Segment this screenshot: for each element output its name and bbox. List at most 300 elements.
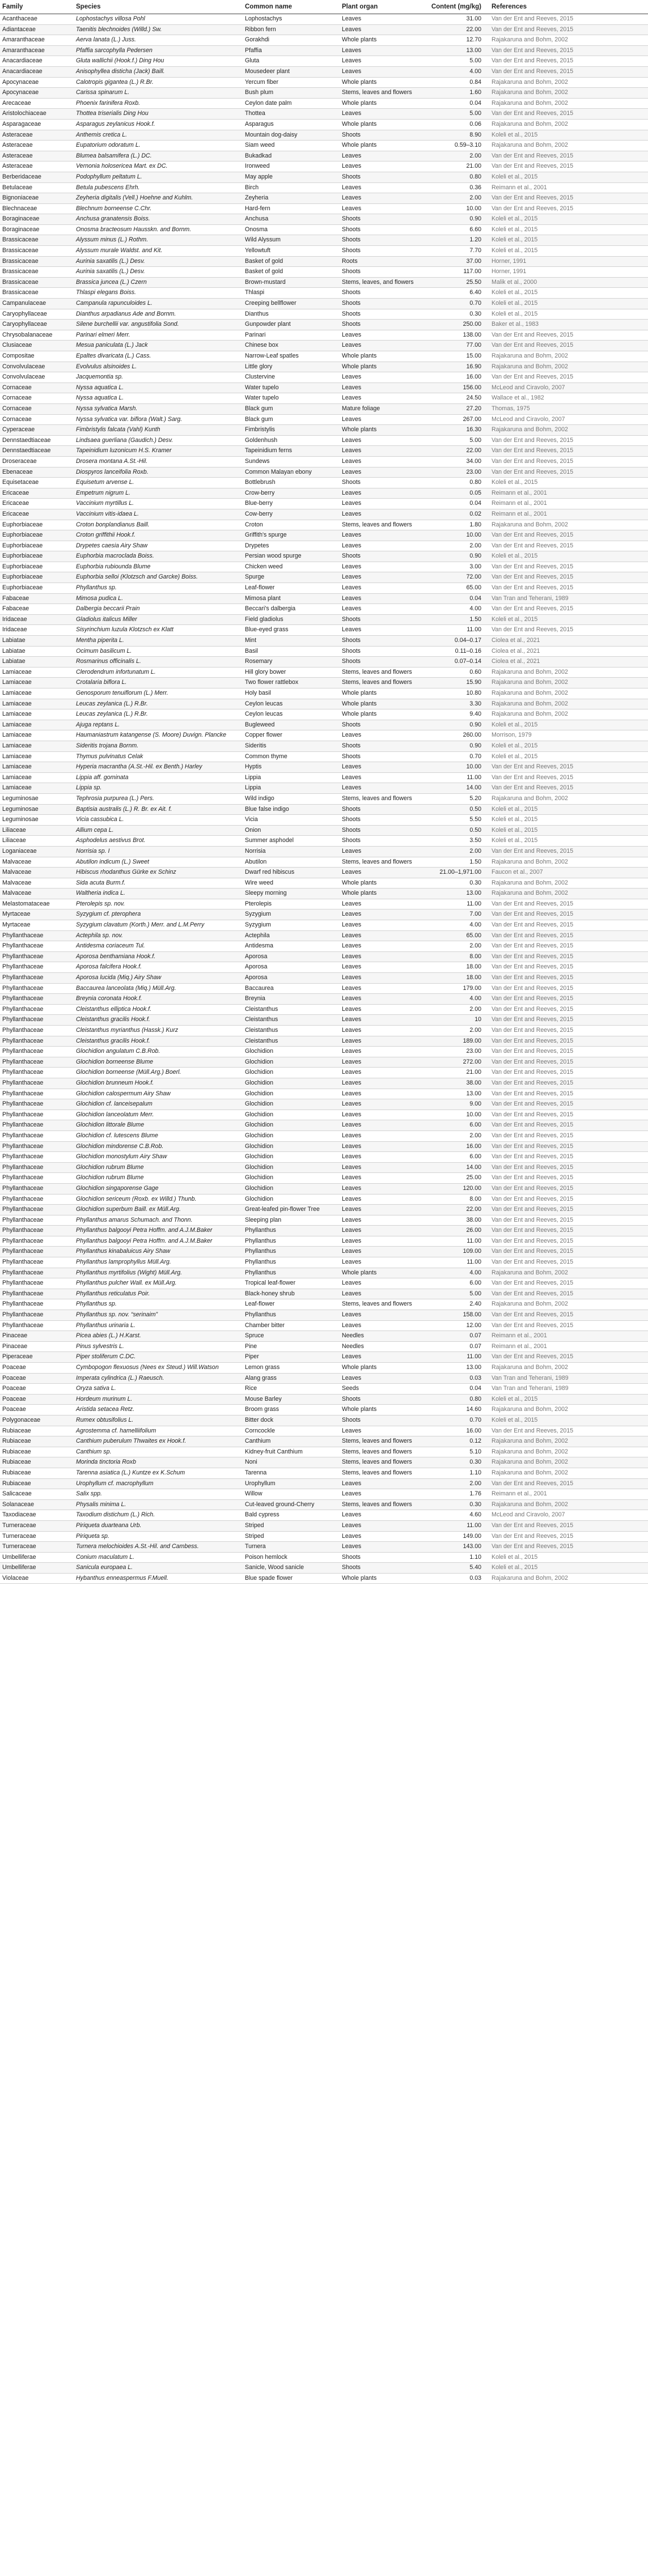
cell-reference: McLeod and Ciravolo, 2007 xyxy=(489,414,648,425)
cell-family: Salicaceae xyxy=(0,1489,74,1500)
cell-family: Lamiaceae xyxy=(0,762,74,773)
cell-content: 5.40 xyxy=(420,1563,489,1574)
cell-plant-organ: Shoots xyxy=(340,288,420,299)
header-references: References xyxy=(489,1,648,14)
cell-common-name: Phyllanthus xyxy=(243,1268,340,1278)
table-row xyxy=(0,488,648,499)
cell-species: Cleistanthus elliptica Hook.f. xyxy=(74,1004,243,1015)
cell-content: 77.00 xyxy=(420,341,489,351)
cell-content: 12.70 xyxy=(420,35,489,46)
cell-species: Asphodelus aestivus Brot. xyxy=(74,836,243,847)
cell-content: 16.90 xyxy=(420,362,489,372)
table-row xyxy=(0,1320,648,1331)
cell-plant-organ: Whole plants xyxy=(340,77,420,88)
cell-reference: Rajakaruna and Bohm, 2002 xyxy=(489,1457,648,1468)
cell-common-name: Holy basil xyxy=(243,688,340,699)
table-row xyxy=(0,446,648,457)
cell-content: 11.00 xyxy=(420,899,489,909)
cell-common-name: Water tupelo xyxy=(243,393,340,404)
table-row xyxy=(0,1141,648,1152)
table-row xyxy=(0,541,648,551)
cell-common-name: Glochidion xyxy=(243,1089,340,1099)
table-row xyxy=(0,572,648,583)
cell-plant-organ: Leaves xyxy=(340,151,420,161)
cell-plant-organ: Leaves xyxy=(340,1099,420,1110)
cell-common-name: Cleistanthus xyxy=(243,1036,340,1047)
cell-reference: Koleli et al., 2015 xyxy=(489,751,648,762)
table-row xyxy=(0,1173,648,1184)
cell-family: Ericaceae xyxy=(0,488,74,499)
cell-plant-organ: Leaves xyxy=(340,593,420,604)
cell-content: 0.04 xyxy=(420,1384,489,1395)
table-row xyxy=(0,109,648,120)
cell-content: 11.00 xyxy=(420,1352,489,1363)
cell-common-name: Lippia xyxy=(243,783,340,794)
cell-common-name: Glochidion xyxy=(243,1120,340,1131)
table-row xyxy=(0,1257,648,1268)
cell-plant-organ: Shoots xyxy=(340,825,420,836)
cell-plant-organ: Leaves xyxy=(340,951,420,962)
cell-common-name: Spurge xyxy=(243,572,340,583)
cell-content: 27.20 xyxy=(420,403,489,414)
cell-plant-organ: Shoots xyxy=(340,214,420,225)
cell-species: Phyllanthus myrtifolius (Wight) Müll.Arg. xyxy=(74,1268,243,1278)
cell-plant-organ: Leaves xyxy=(340,467,420,478)
cell-plant-organ: Stems, leaves and flowers xyxy=(340,1468,420,1478)
cell-common-name: Glochidion xyxy=(243,1078,340,1089)
table-row xyxy=(0,625,648,636)
cell-plant-organ: Leaves xyxy=(340,562,420,572)
cell-common-name: Breynia xyxy=(243,994,340,1005)
cell-content: 16.00 xyxy=(420,1426,489,1436)
cell-plant-organ: Leaves xyxy=(340,1320,420,1331)
cell-plant-organ: Whole plants xyxy=(340,425,420,436)
cell-common-name: Bottlebrush xyxy=(243,478,340,488)
cell-family: Amaranthaceae xyxy=(0,35,74,46)
cell-reference: Van der Ent and Reeves, 2015 xyxy=(489,909,648,920)
cell-common-name: Gunpowder plant xyxy=(243,320,340,330)
cell-common-name: Field gladiolus xyxy=(243,614,340,625)
cell-content: 0.90 xyxy=(420,214,489,225)
cell-plant-organ: Leaves xyxy=(340,414,420,425)
cell-family: Cornaceae xyxy=(0,414,74,425)
cell-species: Syzygium cf. pterophera xyxy=(74,909,243,920)
cell-content: 0.50 xyxy=(420,804,489,815)
cell-reference: Van der Ent and Reeves, 2015 xyxy=(489,467,648,478)
cell-common-name: Parinari xyxy=(243,330,340,341)
table-row xyxy=(0,119,648,130)
cell-reference: Rajakaruna and Bohm, 2002 xyxy=(489,1573,648,1584)
cell-plant-organ: Leaves xyxy=(340,372,420,383)
cell-reference: Van der Ent and Reeves, 2015 xyxy=(489,783,648,794)
cell-content: 11.00 xyxy=(420,1257,489,1268)
cell-plant-organ: Whole plants xyxy=(340,119,420,130)
cell-family: Lamiaceae xyxy=(0,688,74,699)
cell-reference: Van Tran and Teherani, 1989 xyxy=(489,593,648,604)
cell-content: 5.00 xyxy=(420,1289,489,1299)
table-row xyxy=(0,320,648,330)
cell-content: 149.00 xyxy=(420,1531,489,1542)
cell-family: Phyllanthaceae xyxy=(0,1268,74,1278)
cell-species: Phyllanthus kinabaluicus Airy Shaw xyxy=(74,1247,243,1257)
cell-common-name: Yercum fiber xyxy=(243,77,340,88)
cell-common-name: Basil xyxy=(243,646,340,657)
cell-common-name: Wild Alyssum xyxy=(243,235,340,246)
cell-species: Ajuga reptans L. xyxy=(74,720,243,730)
cell-species: Aurinia saxatilis (L.) Desv. xyxy=(74,267,243,278)
cell-species: Genosporum tenuiflorum (L.) Merr. xyxy=(74,688,243,699)
cell-family: Cyperaceae xyxy=(0,425,74,436)
cell-family: Phyllanthaceae xyxy=(0,994,74,1005)
cell-plant-organ: Leaves xyxy=(340,393,420,404)
table-row xyxy=(0,1489,648,1500)
cell-reference: Van der Ent and Reeves, 2015 xyxy=(489,530,648,541)
table-row xyxy=(0,246,648,257)
cell-common-name: Yellowtuft xyxy=(243,246,340,257)
cell-plant-organ: Leaves xyxy=(340,1047,420,1057)
cell-species: Lophostachys villosa Pohl xyxy=(74,14,243,25)
cell-plant-organ: Leaves xyxy=(340,541,420,551)
cell-plant-organ: Leaves xyxy=(340,1531,420,1542)
cell-content: 15.90 xyxy=(420,678,489,688)
table-row xyxy=(0,45,648,56)
cell-plant-organ: Whole plants xyxy=(340,362,420,372)
cell-family: Arecaceae xyxy=(0,98,74,109)
cell-plant-organ: Whole plants xyxy=(340,878,420,889)
cell-content: 1.76 xyxy=(420,1489,489,1500)
cell-common-name: May apple xyxy=(243,172,340,182)
cell-common-name: Cleistanthus xyxy=(243,1004,340,1015)
cell-plant-organ: Shoots xyxy=(340,299,420,309)
cell-plant-organ: Leaves xyxy=(340,45,420,56)
cell-family: Lamiaceae xyxy=(0,709,74,720)
cell-family: Euphorbiaceae xyxy=(0,520,74,530)
cell-common-name: Black-honey shrub xyxy=(243,1289,340,1299)
cell-common-name: Tapeinidium ferns xyxy=(243,446,340,457)
cell-content: 267.00 xyxy=(420,414,489,425)
cell-reference: Van der Ent and Reeves, 2015 xyxy=(489,583,648,594)
cell-family: Phyllanthaceae xyxy=(0,1120,74,1131)
cell-plant-organ: Shoots xyxy=(340,246,420,257)
cell-common-name: Baccaurea xyxy=(243,983,340,994)
table-row xyxy=(0,1384,648,1395)
cell-content: 1.20 xyxy=(420,235,489,246)
cell-common-name: Corncockle xyxy=(243,1426,340,1436)
cell-species: Fimbristylis falcata (Vahl) Kunth xyxy=(74,425,243,436)
cell-family: Phyllanthaceae xyxy=(0,1236,74,1247)
cell-species: Taenitis blechnoides (Willd.) Sw. xyxy=(74,24,243,35)
cell-plant-organ: Shoots xyxy=(340,804,420,815)
table-row xyxy=(0,372,648,383)
cell-reference: Reimann et al., 2001 xyxy=(489,1341,648,1352)
cell-reference: Rajakaruna and Bohm, 2002 xyxy=(489,1299,648,1310)
cell-reference: Van der Ent and Reeves, 2015 xyxy=(489,14,648,25)
cell-reference: Koleli et al., 2015 xyxy=(489,130,648,141)
cell-content: 0.05 xyxy=(420,488,489,499)
cell-family: Turneraceae xyxy=(0,1542,74,1553)
cell-common-name: Drypetes xyxy=(243,541,340,551)
cell-plant-organ: Leaves xyxy=(340,1257,420,1268)
cell-common-name: Gluta xyxy=(243,56,340,67)
cell-content: 25.50 xyxy=(420,277,489,288)
cell-common-name: Glochidion xyxy=(243,1130,340,1141)
table-row xyxy=(0,1542,648,1553)
cell-plant-organ: Leaves xyxy=(340,182,420,193)
header-common-name: Common name xyxy=(243,1,340,14)
cell-family: Phyllanthaceae xyxy=(0,1015,74,1026)
cell-family: Phyllanthaceae xyxy=(0,1247,74,1257)
cell-plant-organ: Leaves xyxy=(340,435,420,446)
cell-plant-organ: Shoots xyxy=(340,130,420,141)
cell-plant-organ: Stems, leaves and flowers xyxy=(340,793,420,804)
cell-family: Phyllanthaceae xyxy=(0,962,74,973)
cell-plant-organ: Leaves xyxy=(340,1194,420,1205)
cell-plant-organ: Leaves xyxy=(340,1036,420,1047)
table-row xyxy=(0,277,648,288)
cell-family: Lamiaceae xyxy=(0,730,74,741)
cell-content: 22.00 xyxy=(420,446,489,457)
cell-reference: Van der Ent and Reeves, 2015 xyxy=(489,456,648,467)
cell-plant-organ: Leaves xyxy=(340,488,420,499)
table-row xyxy=(0,941,648,952)
cell-family: Iridaceae xyxy=(0,614,74,625)
cell-family: Lamiaceae xyxy=(0,678,74,688)
cell-species: Drosera montana A.St.-Hil. xyxy=(74,456,243,467)
cell-common-name: Aporosa xyxy=(243,951,340,962)
cell-common-name: Glochidion xyxy=(243,1047,340,1057)
table-row xyxy=(0,657,648,668)
cell-common-name: Blue spade flower xyxy=(243,1573,340,1584)
cell-content: 250.00 xyxy=(420,320,489,330)
cell-species: Blechnum borneense C.Chr. xyxy=(74,203,243,214)
table-row xyxy=(0,382,648,393)
cell-reference: Rajakaruna and Bohm, 2002 xyxy=(489,1468,648,1478)
cell-species: Jacquemontia sp. xyxy=(74,372,243,383)
cell-reference: Horner, 1991 xyxy=(489,256,648,267)
cell-reference: Van der Ent and Reeves, 2015 xyxy=(489,193,648,204)
table-row xyxy=(0,930,648,941)
cell-plant-organ: Leaves xyxy=(340,1130,420,1141)
cell-common-name: Leaf-flower xyxy=(243,583,340,594)
cell-common-name: Broom grass xyxy=(243,1405,340,1415)
cell-plant-organ: Leaves xyxy=(340,783,420,794)
cell-common-name: Persian wood spurge xyxy=(243,551,340,562)
cell-reference: Van der Ent and Reeves, 2015 xyxy=(489,435,648,446)
cell-plant-organ: Leaves xyxy=(340,1247,420,1257)
cell-content: 5.00 xyxy=(420,109,489,120)
cell-reference: Reimann et al., 2001 xyxy=(489,499,648,509)
table-row xyxy=(0,973,648,984)
cell-reference: Van der Ent and Reeves, 2015 xyxy=(489,1426,648,1436)
cell-plant-organ: Shoots xyxy=(340,636,420,647)
cell-content: 4.00 xyxy=(420,1268,489,1278)
cell-family: Pinaceae xyxy=(0,1331,74,1342)
cell-species: Sisyrinchium luzula Klotzsch ex Klatt xyxy=(74,625,243,636)
table-row xyxy=(0,1215,648,1226)
cell-species: Piriqueta sp. xyxy=(74,1531,243,1542)
cell-content: 16.00 xyxy=(420,1141,489,1152)
header-family: Family xyxy=(0,1,74,14)
table-row xyxy=(0,1278,648,1289)
table-row xyxy=(0,1373,648,1384)
table-row xyxy=(0,836,648,847)
cell-common-name: Cow-berry xyxy=(243,509,340,520)
cell-family: Compositae xyxy=(0,351,74,362)
cell-content: 8.90 xyxy=(420,130,489,141)
cell-content: 10 xyxy=(420,1015,489,1026)
cell-species: Aporosa lucida (Miq.) Airy Shaw xyxy=(74,973,243,984)
cell-family: Asteraceae xyxy=(0,151,74,161)
cell-family: Rubiaceae xyxy=(0,1447,74,1457)
cell-plant-organ: Leaves xyxy=(340,1205,420,1215)
cell-reference: Koleli et al., 2015 xyxy=(489,720,648,730)
cell-content: 4.00 xyxy=(420,994,489,1005)
cell-common-name: Pfaffia xyxy=(243,45,340,56)
plant-content-table xyxy=(0,1,648,1584)
table-row xyxy=(0,1436,648,1447)
cell-species: Leucas zeylanica (L.) R.Br. xyxy=(74,709,243,720)
cell-plant-organ: Leaves xyxy=(340,899,420,909)
cell-species: Sanicula europaea L. xyxy=(74,1563,243,1574)
cell-reference: Koleli et al., 2015 xyxy=(489,224,648,235)
table-row xyxy=(0,77,648,88)
cell-content: 2.40 xyxy=(420,1299,489,1310)
cell-content: 0.07 xyxy=(420,1341,489,1352)
cell-common-name: Anchusa xyxy=(243,214,340,225)
cell-common-name: Phyllanthus xyxy=(243,1236,340,1247)
cell-reference: Koleli et al., 2015 xyxy=(489,836,648,847)
table-row xyxy=(0,1130,648,1141)
cell-content: 0.70 xyxy=(420,751,489,762)
cell-common-name: Glochidion xyxy=(243,1183,340,1194)
cell-common-name: Bush plum xyxy=(243,88,340,99)
cell-content: 18.00 xyxy=(420,962,489,973)
cell-family: Caryophyllaceae xyxy=(0,309,74,320)
cell-family: Piperaceae xyxy=(0,1352,74,1363)
cell-reference: Koleli et al., 2015 xyxy=(489,235,648,246)
cell-reference: Rajakaruna and Bohm, 2002 xyxy=(489,520,648,530)
table-row xyxy=(0,98,648,109)
table-row xyxy=(0,1299,648,1310)
cell-reference: Van der Ent and Reeves, 2015 xyxy=(489,109,648,120)
cell-common-name: Vicia xyxy=(243,815,340,826)
cell-content: 10.00 xyxy=(420,530,489,541)
cell-species: Antidesma coriaceum Tul. xyxy=(74,941,243,952)
cell-reference: Koleli et al., 2015 xyxy=(489,246,648,257)
cell-common-name: Cleistanthus xyxy=(243,1026,340,1036)
cell-content: 5.10 xyxy=(420,1447,489,1457)
cell-family: Turneraceae xyxy=(0,1531,74,1542)
table-row xyxy=(0,793,648,804)
cell-species: Anchusa granatensis Boiss. xyxy=(74,214,243,225)
cell-plant-organ: Leaves xyxy=(340,1152,420,1163)
cell-family: Labiatae xyxy=(0,636,74,647)
cell-common-name: Phyllanthus xyxy=(243,1226,340,1236)
cell-family: Phyllanthaceae xyxy=(0,1130,74,1141)
cell-species: Aerva lanata (L.) Juss. xyxy=(74,35,243,46)
cell-content: 189.00 xyxy=(420,1036,489,1047)
cell-family: Pinaceae xyxy=(0,1341,74,1352)
cell-reference: Van der Ent and Reeves, 2015 xyxy=(489,203,648,214)
cell-content: 4.60 xyxy=(420,1510,489,1521)
cell-content: 0.07–0.14 xyxy=(420,657,489,668)
table-row xyxy=(0,1110,648,1120)
cell-family: Solanaceae xyxy=(0,1499,74,1510)
cell-reference: Koleli et al., 2015 xyxy=(489,815,648,826)
cell-reference: Koleli et al., 2015 xyxy=(489,1394,648,1405)
cell-family: Apocynaceae xyxy=(0,88,74,99)
cell-content: 4.00 xyxy=(420,920,489,931)
cell-species: Phyllanthus urinaria L. xyxy=(74,1320,243,1331)
cell-content: 38.00 xyxy=(420,1078,489,1089)
cell-content: 23.00 xyxy=(420,467,489,478)
cell-species: Syzygium clavatum (Korth.) Merr. and L.M.Perry xyxy=(74,920,243,931)
table-row xyxy=(0,1310,648,1321)
cell-family: Euphorbiaceae xyxy=(0,562,74,572)
table-row xyxy=(0,1394,648,1405)
cell-species: Leucas zeylanica (L.) R.Br. xyxy=(74,699,243,709)
cell-family: Convolvulaceae xyxy=(0,362,74,372)
cell-species: Onosma bracteosum Hausskn. and Bornm. xyxy=(74,224,243,235)
table-row xyxy=(0,141,648,151)
cell-plant-organ: Leaves xyxy=(340,382,420,393)
cell-plant-organ: Roots xyxy=(340,256,420,267)
cell-common-name: Pine xyxy=(243,1341,340,1352)
cell-family: Blechnaceae xyxy=(0,203,74,214)
cell-species: Glochidion calospermum Airy Shaw xyxy=(74,1089,243,1099)
cell-common-name: Phyllanthus xyxy=(243,1257,340,1268)
cell-plant-organ: Leaves xyxy=(340,772,420,783)
cell-reference: Van der Ent and Reeves, 2015 xyxy=(489,1236,648,1247)
cell-reference: Van der Ent and Reeves, 2015 xyxy=(489,1162,648,1173)
cell-content: 1.60 xyxy=(420,88,489,99)
cell-content: 138.00 xyxy=(420,330,489,341)
cell-content: 38.00 xyxy=(420,1215,489,1226)
cell-common-name: Dwarf red hibiscus xyxy=(243,868,340,878)
cell-reference: Van der Ent and Reeves, 2015 xyxy=(489,1520,648,1531)
cell-common-name: Glochidion xyxy=(243,1162,340,1173)
cell-content: 8.00 xyxy=(420,1194,489,1205)
cell-family: Phyllanthaceae xyxy=(0,1183,74,1194)
cell-family: Polygonaceae xyxy=(0,1415,74,1426)
cell-common-name: Blue-berry xyxy=(243,499,340,509)
cell-content: 37.00 xyxy=(420,256,489,267)
cell-species: Canthium puberulum Thwaites ex Hook.f. xyxy=(74,1436,243,1447)
table-row xyxy=(0,1341,648,1352)
cell-content: 1.10 xyxy=(420,1552,489,1563)
cell-reference: Rajakaruna and Bohm, 2002 xyxy=(489,878,648,889)
table-row xyxy=(0,678,648,688)
cell-species: Glochidion mindorense C.B.Rob. xyxy=(74,1141,243,1152)
cell-family: Phyllanthaceae xyxy=(0,973,74,984)
cell-plant-organ: Leaves xyxy=(340,572,420,583)
cell-content: 10.00 xyxy=(420,1110,489,1120)
cell-species: Hyperia macrantha (A.St.-Hil. ex Benth.) Harley xyxy=(74,762,243,773)
cell-species: Urophyllum cf. macrophyllum xyxy=(74,1478,243,1489)
cell-family: Phyllanthaceae xyxy=(0,1278,74,1289)
cell-content: 0.30 xyxy=(420,1499,489,1510)
table-row xyxy=(0,1089,648,1099)
cell-species: Cleistanthus myrianthus (Hassk.) Kurz xyxy=(74,1026,243,1036)
cell-content: 22.00 xyxy=(420,24,489,35)
cell-plant-organ: Shoots xyxy=(340,720,420,730)
cell-content: 18.00 xyxy=(420,973,489,984)
cell-family: Phyllanthaceae xyxy=(0,1152,74,1163)
cell-content: 6.40 xyxy=(420,288,489,299)
cell-content: 23.00 xyxy=(420,1047,489,1057)
table-row xyxy=(0,1510,648,1521)
cell-reference: Rajakaruna and Bohm, 2002 xyxy=(489,351,648,362)
